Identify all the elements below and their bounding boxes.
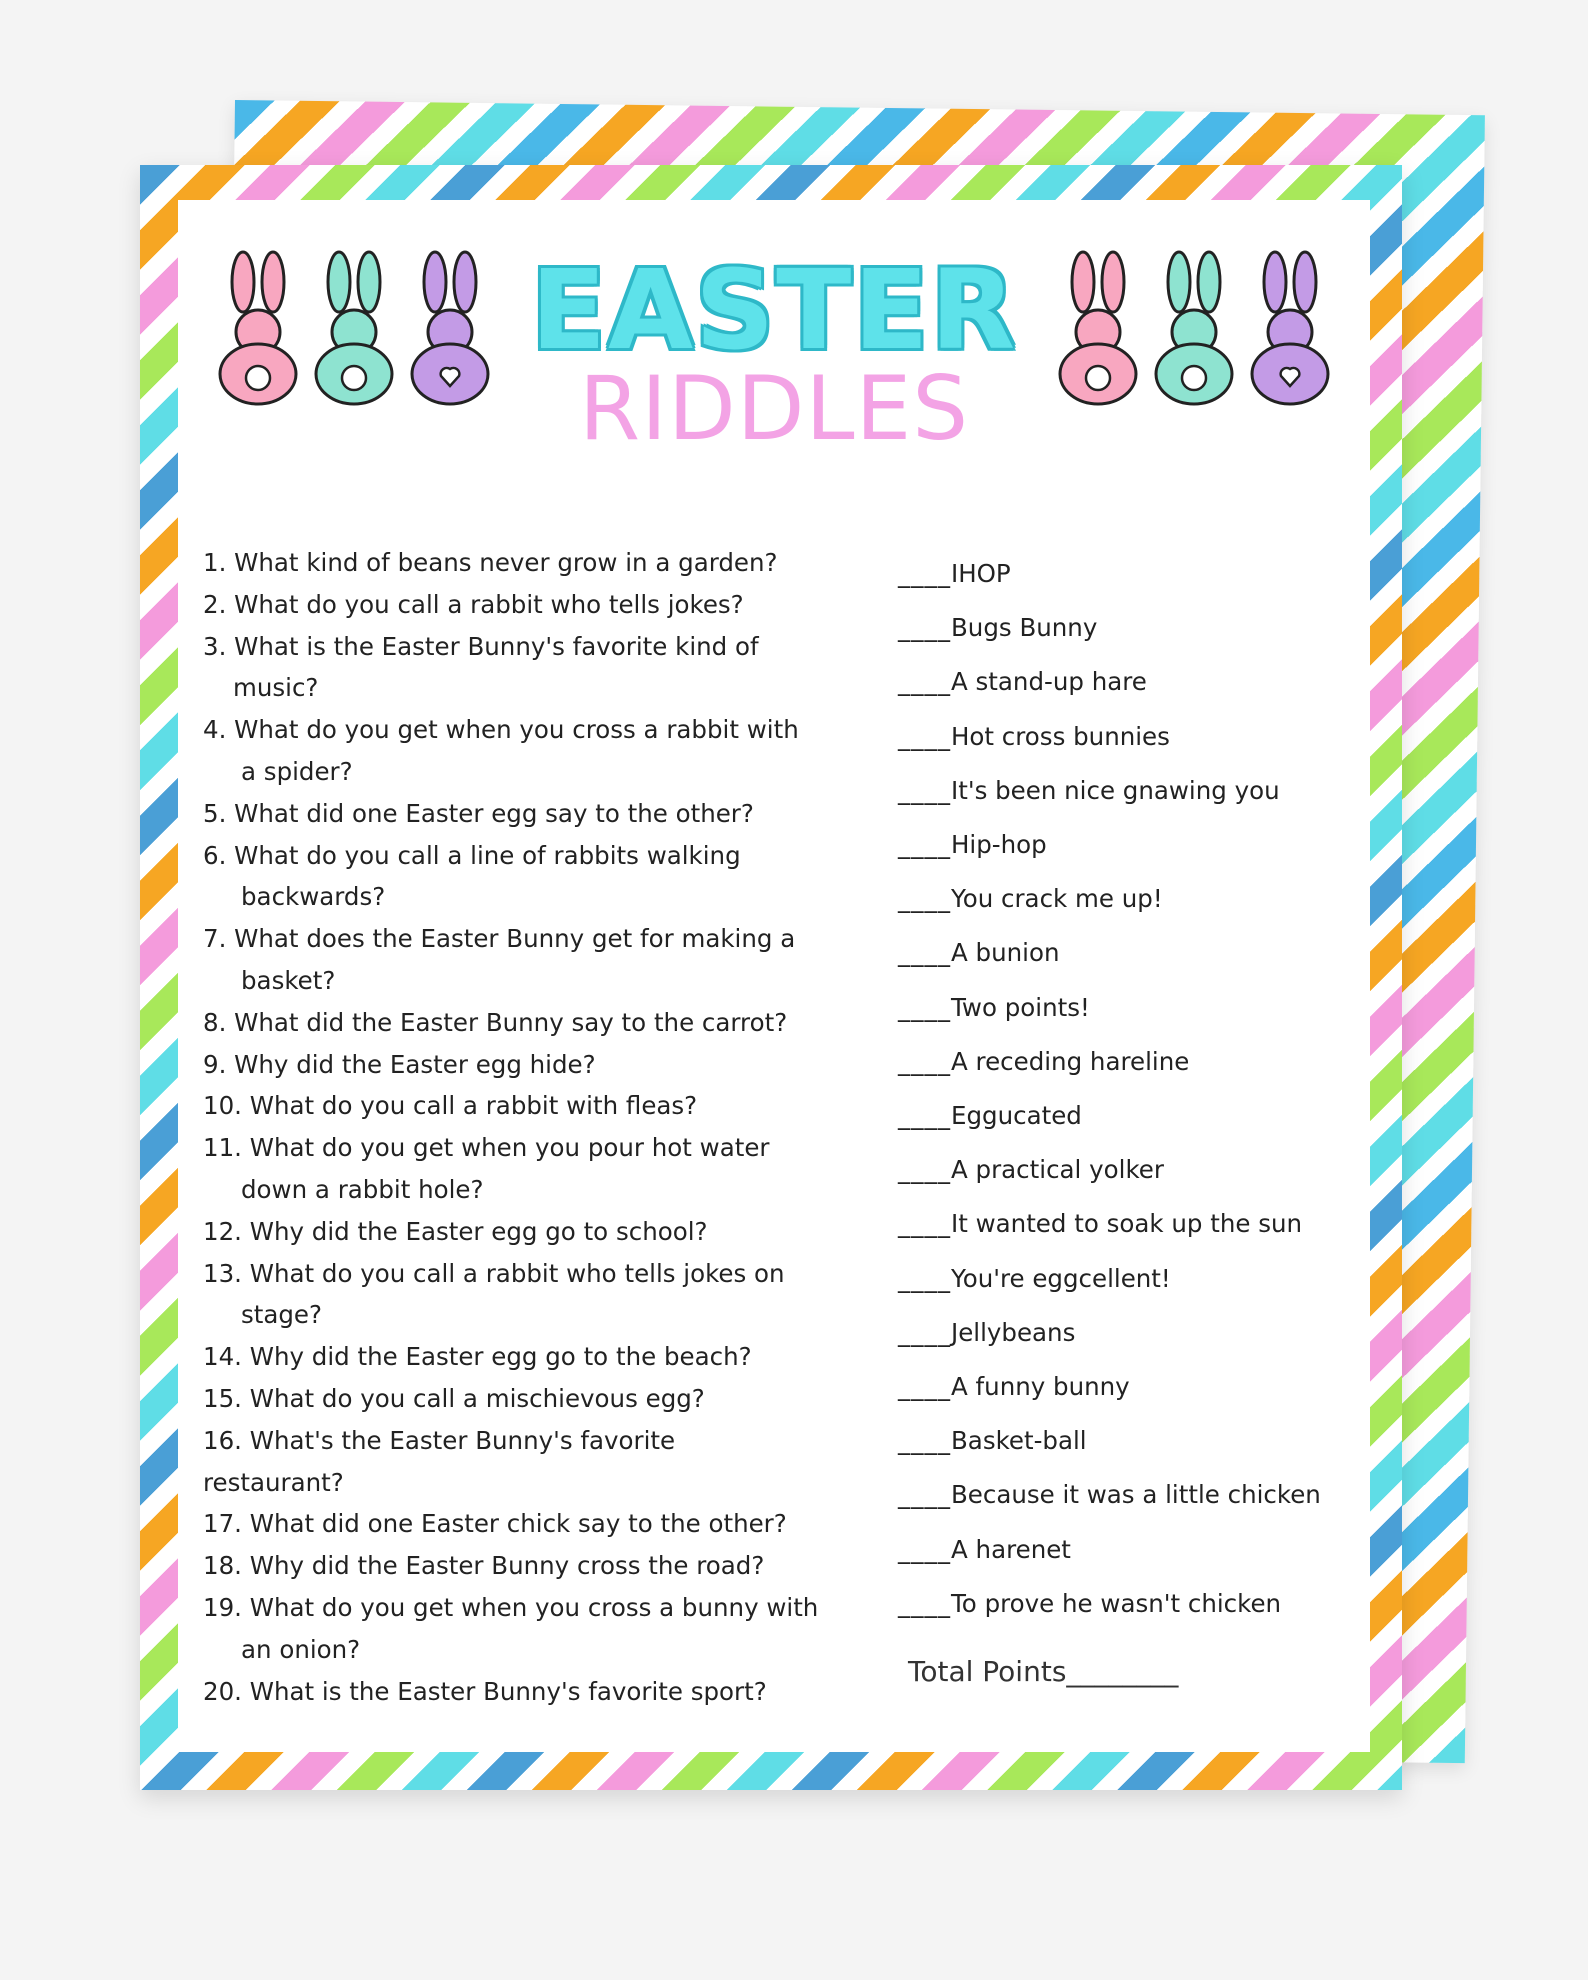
question-text: 6. What do you call a line of rabbits walking (203, 840, 741, 870)
question-list (203, 542, 843, 1712)
answer-item (898, 872, 1418, 926)
answer-blank[interactable]: ____ (898, 775, 951, 805)
question-item (203, 1211, 843, 1253)
question-item (203, 1253, 843, 1337)
question-item (203, 793, 843, 835)
title-easter: EASTER (530, 246, 1018, 374)
answer-blank[interactable]: ____ (898, 1046, 951, 1076)
answer-item (898, 547, 1418, 601)
question-item (203, 1085, 843, 1127)
question-text: 16. What's the Easter Bunny's favorite (203, 1425, 676, 1455)
total-points-blank[interactable]: ________ (1066, 1655, 1179, 1688)
question-text-continued: basket? (241, 965, 336, 995)
question-text-continued: an onion? (241, 1634, 361, 1664)
answer-item (898, 1143, 1418, 1197)
title-riddles: RIDDLES (578, 357, 970, 460)
question-text-continued: a spider? (241, 756, 353, 786)
question-text-continued: restaurant? (203, 1467, 344, 1497)
question-item (203, 1336, 843, 1378)
answer-blank[interactable]: ____ (898, 1155, 951, 1185)
answer-text: Two points! (951, 992, 1090, 1022)
question-item (203, 1002, 843, 1044)
question-text: 3. What is the Easter Bunny's favorite kind of (203, 631, 759, 661)
answer-text: Hot cross bunnies (951, 721, 1170, 751)
question-text: 5. What did one Easter egg say to the other? (203, 798, 754, 828)
question-text: 15. What do you call a mischievous egg? (203, 1383, 705, 1413)
question-text-continued: stage? (241, 1300, 323, 1330)
answer-text: A funny bunny (951, 1372, 1130, 1402)
answer-text: You crack me up! (951, 884, 1163, 914)
answer-blank[interactable]: ____ (898, 613, 951, 643)
question-text: 14. Why did the Easter egg go to the beach? (203, 1342, 752, 1372)
mint-bunny-icon (1149, 250, 1239, 408)
question-text: 12. Why did the Easter egg go to school? (203, 1216, 708, 1246)
header (178, 246, 1370, 485)
answer-item (898, 926, 1418, 980)
question-item (203, 1420, 843, 1504)
question-item (203, 1545, 843, 1587)
question-text: 20. What is the Easter Bunny's favorite sport? (203, 1676, 767, 1706)
answer-item (898, 1252, 1418, 1306)
answer-blank[interactable]: ____ (898, 830, 951, 860)
answer-text: Hip-hop (951, 830, 1047, 860)
question-item (203, 1503, 843, 1545)
question-text-continued: backwards? (241, 882, 386, 912)
question-item (203, 709, 843, 793)
question-item (203, 584, 843, 626)
answer-item (898, 1577, 1418, 1631)
question-item (203, 542, 843, 584)
answer-item (898, 818, 1418, 872)
answer-blank[interactable]: ____ (898, 667, 951, 697)
question-text-continued: music? (233, 673, 319, 703)
total-points (908, 1655, 1178, 1688)
answer-text: Jellybeans (951, 1317, 1076, 1347)
question-text: 8. What did the Easter Bunny say to the carrot? (203, 1007, 788, 1037)
answer-blank[interactable]: ____ (898, 1101, 951, 1131)
answer-blank[interactable]: ____ (898, 1480, 951, 1510)
answer-blank[interactable]: ____ (898, 992, 951, 1022)
answer-item (898, 1306, 1418, 1360)
answer-list (898, 547, 1418, 1631)
question-item (203, 1587, 843, 1671)
answer-blank[interactable]: ____ (898, 1209, 951, 1239)
question-text: 19. What do you get when you cross a bunny with (203, 1592, 819, 1622)
answer-blank[interactable]: ____ (898, 1426, 951, 1456)
question-text: 1. What kind of beans never grow in a garden? (203, 548, 778, 577)
answer-item (898, 1468, 1418, 1522)
question-text-continued: down a rabbit hole? (241, 1174, 484, 1204)
answer-text: It's been nice gnawing you (951, 775, 1280, 805)
answer-item (898, 1414, 1418, 1468)
question-text: 11. What do you get when you pour hot water (203, 1133, 770, 1163)
answer-text: You're eggcellent! (951, 1263, 1171, 1293)
question-item (203, 918, 843, 1002)
answer-blank[interactable]: ____ (898, 1317, 951, 1347)
answer-blank[interactable]: ____ (898, 884, 951, 914)
answer-blank[interactable]: ____ (898, 721, 951, 751)
answer-text: Bugs Bunny (951, 613, 1098, 643)
worksheet-content (178, 200, 1370, 1752)
question-text: 13. What do you call a rabbit who tells jokes on (203, 1258, 785, 1288)
answer-item (898, 1197, 1418, 1251)
question-text: 2. What do you call a rabbit who tells jokes? (203, 589, 744, 619)
answer-text: A harenet (951, 1534, 1071, 1564)
question-item (203, 1378, 843, 1420)
worksheet-page (140, 165, 1402, 1790)
question-text: 7. What does the Easter Bunny get for making a (203, 924, 796, 954)
answer-text: It wanted to soak up the sun (951, 1209, 1303, 1239)
answer-item (898, 1089, 1418, 1143)
question-item (203, 835, 843, 919)
answer-item (898, 1035, 1418, 1089)
bunny-group-right (1053, 250, 1335, 408)
answer-text: To prove he wasn't chicken (951, 1588, 1282, 1618)
answer-item (898, 981, 1418, 1035)
answer-item (898, 1523, 1418, 1577)
question-item (203, 1044, 843, 1086)
answer-blank[interactable]: ____ (898, 1263, 951, 1293)
question-text: 18. Why did the Easter Bunny cross the road? (203, 1551, 765, 1581)
question-text: 10. What do you call a rabbit with fleas? (203, 1091, 698, 1121)
answer-blank[interactable]: ____ (898, 559, 951, 588)
answer-blank[interactable]: ____ (898, 1534, 951, 1564)
answer-blank[interactable]: ____ (898, 1372, 951, 1402)
answer-blank[interactable]: ____ (898, 938, 951, 968)
question-item (203, 626, 843, 710)
question-text: 9. Why did the Easter egg hide? (203, 1049, 596, 1079)
question-text: 17. What did one Easter chick say to the other? (203, 1509, 787, 1539)
pink-bunny-icon (1053, 250, 1143, 408)
purple-bunny-icon (1245, 250, 1335, 408)
answer-text: A receding hareline (951, 1046, 1190, 1076)
answer-item (898, 601, 1418, 655)
question-item (203, 1671, 843, 1713)
answer-text: IHOP (951, 559, 1011, 588)
answer-item (898, 710, 1418, 764)
answer-text: A bunion (951, 938, 1060, 968)
answer-item (898, 1360, 1418, 1414)
answer-text: Basket-ball (951, 1426, 1087, 1456)
answer-item (898, 764, 1418, 818)
question-text: 4. What do you get when you cross a rabbit with (203, 715, 799, 745)
answer-blank[interactable]: ____ (898, 1588, 951, 1618)
answer-text: A practical yolker (951, 1155, 1164, 1185)
answer-text: A stand-up hare (951, 667, 1147, 697)
answer-text: Because it was a little chicken (951, 1480, 1321, 1510)
total-points-label: Total Points (908, 1655, 1067, 1688)
answer-item (898, 655, 1418, 709)
answer-text: Eggucated (951, 1101, 1082, 1131)
question-item (203, 1127, 843, 1211)
